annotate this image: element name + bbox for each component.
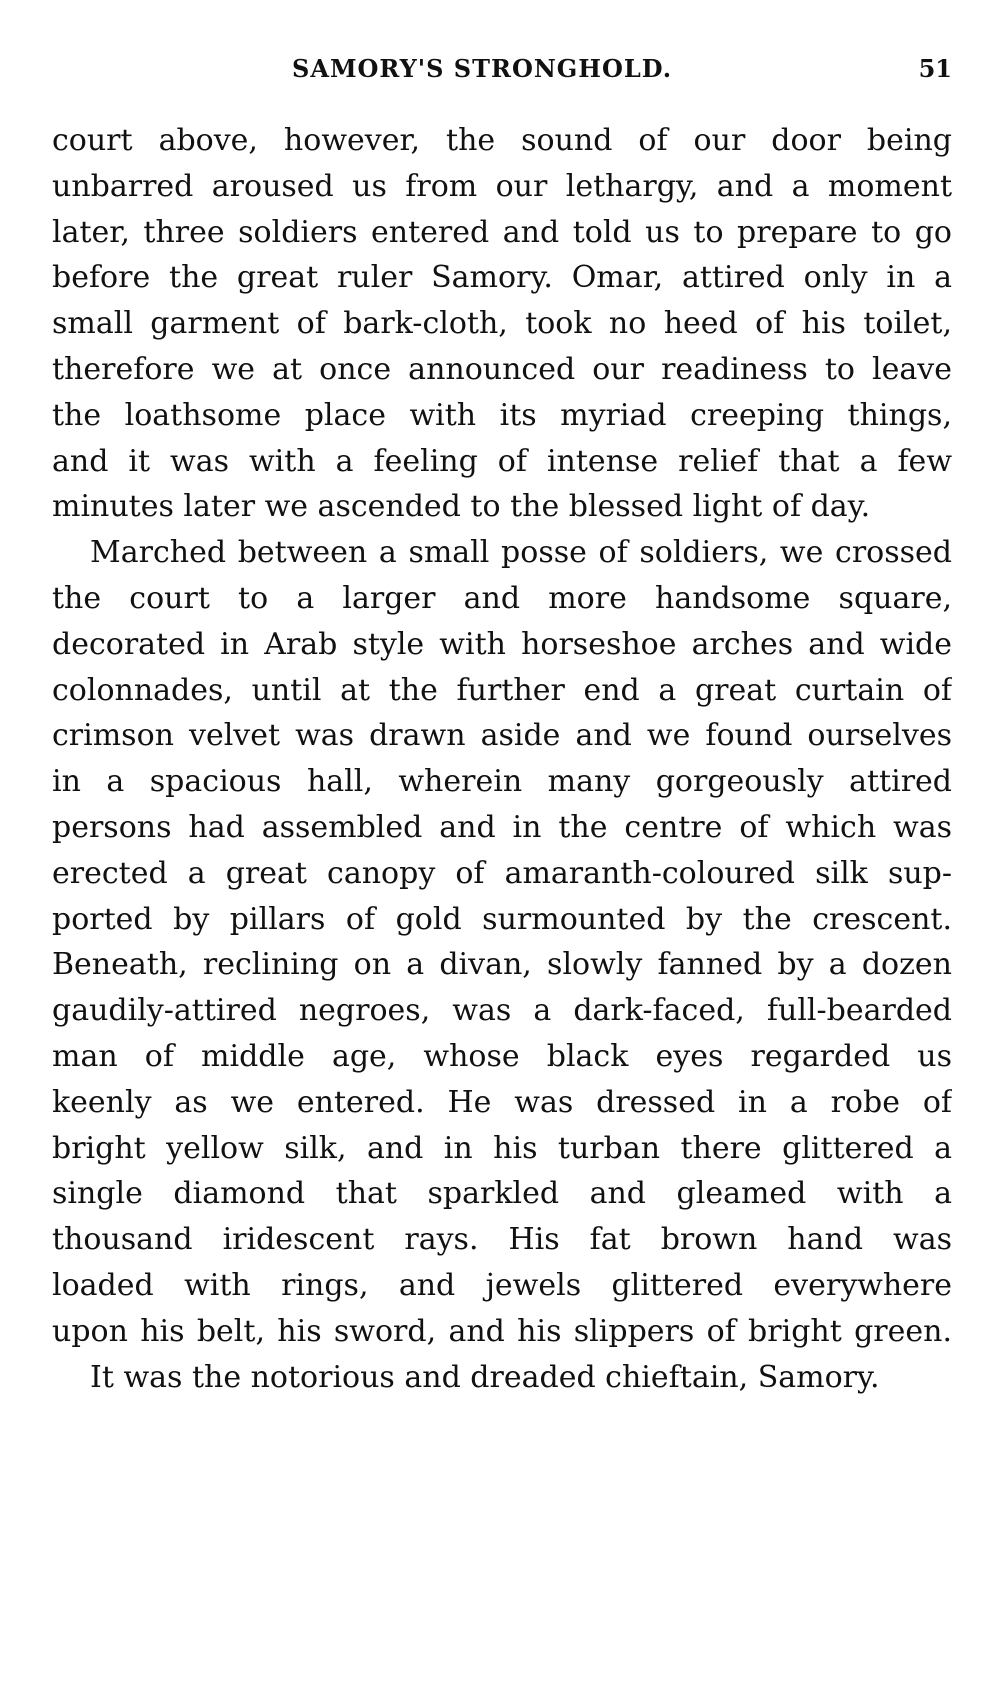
text-line: unbarred aroused us from our lethargy, and a moment xyxy=(52,168,952,204)
text-line: later, three soldiers entered and told us to prepare to go xyxy=(52,214,952,250)
text-line: the loathsome place with its myriad creeping things, xyxy=(52,397,952,433)
text-line: bright yellow silk, and in his turban there glittered a xyxy=(52,1130,952,1166)
text-line: thousand iridescent rays. His fat brown hand was xyxy=(52,1222,952,1258)
text-line: Marched between a small posse of soldiers, we crossed xyxy=(90,535,952,571)
text-line: and it was with a feeling of intense relief that a few xyxy=(52,443,952,479)
text-line: single diamond that sparkled and gleamed with a xyxy=(52,1176,952,1212)
text-line: loaded with rings, and jewels glittered everywhere xyxy=(52,1267,952,1303)
text-line: It was the notorious and dreaded chieftain, Samory. xyxy=(90,1359,880,1395)
text-line: the court to a larger and more handsome square, xyxy=(52,580,952,616)
text-line: ported by pillars of gold surmounted by the crescent. xyxy=(52,901,952,937)
text-line: Beneath, reclining on a divan, slowly fanned by a dozen xyxy=(52,947,952,983)
text-line: upon his belt, his sword, and his slippers of bright green. xyxy=(52,1313,952,1349)
text-line: before the great ruler Samory. Omar, attired only in a xyxy=(52,260,952,296)
text-line: therefore we at once announced our readiness to leave xyxy=(52,351,952,387)
running-head: SAMORY'S STRONGHOLD. xyxy=(292,54,673,83)
text-line: persons had assembled and in the centre of which was xyxy=(52,809,952,845)
text-line: decorated in Arab style with horseshoe arches and wide xyxy=(52,626,952,662)
text-line: minutes later we ascended to the blessed light of day. xyxy=(52,489,871,525)
text-line: colonnades, until at the further end a great curtain of xyxy=(52,672,952,708)
book-page xyxy=(52,40,952,1400)
body-text xyxy=(52,118,952,1400)
text-line: gaudily-attired negroes, was a dark-faced, full-bearded xyxy=(52,993,952,1029)
text-line: court above, however, the sound of our door being xyxy=(52,123,952,158)
page-number: 51 xyxy=(918,54,952,83)
text-line: crimson velvet was drawn aside and we found ourselves xyxy=(52,718,952,754)
page-header xyxy=(52,40,952,90)
text-line: keenly as we entered. He was dressed in a robe of xyxy=(52,1084,952,1120)
text-line: man of middle age, whose black eyes regarded us xyxy=(52,1038,952,1074)
text-line: erected a great canopy of amaranth-coloured silk sup- xyxy=(52,855,952,891)
text-line: in a spacious hall, wherein many gorgeously attired xyxy=(52,764,952,800)
text-line: small garment of bark-cloth, took no heed of his toilet, xyxy=(52,306,952,342)
